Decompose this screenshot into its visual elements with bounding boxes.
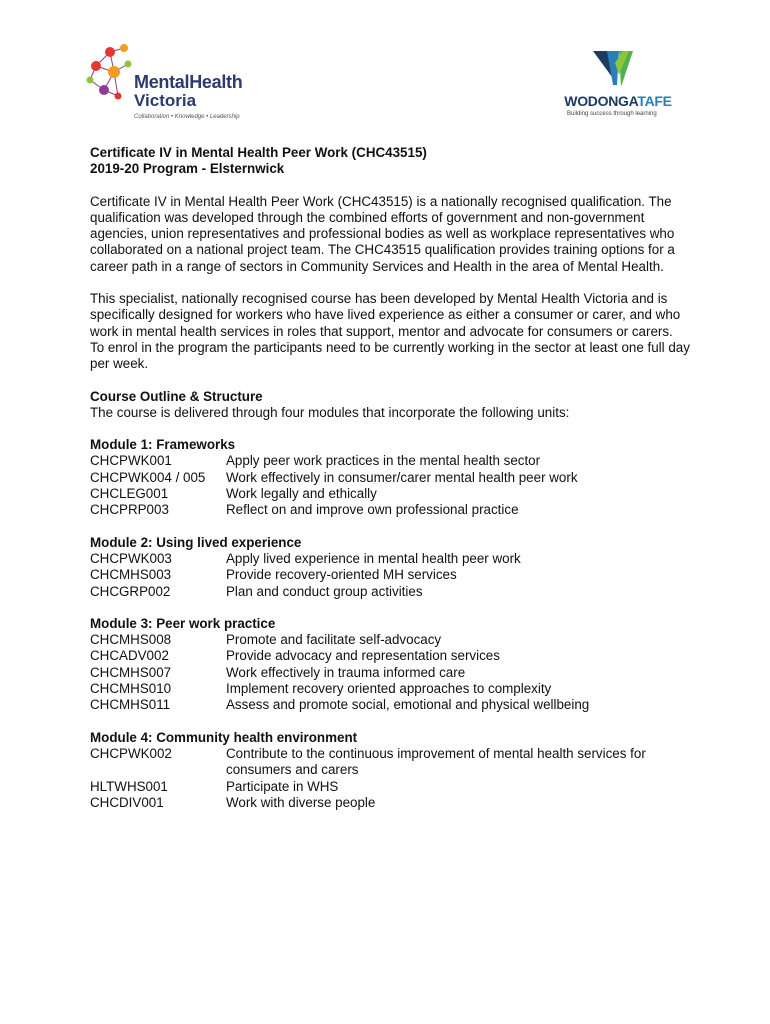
- unit-code: CHCMHS011: [90, 697, 171, 713]
- unit-row: [90, 584, 690, 600]
- logo-tagline-tafe: Building success through learning: [567, 111, 657, 117]
- unit-code: CHCMHS008: [90, 632, 172, 648]
- module-title: Module 4: Community health environment: [90, 729, 358, 745]
- unit-row: [90, 795, 690, 811]
- unit-row: [90, 681, 690, 697]
- unit-code: CHCADV002: [90, 648, 169, 664]
- module-4: [90, 730, 690, 811]
- unit-description: Work legally and ethically: [226, 486, 377, 502]
- outline-heading: Course Outline & Structure: [90, 388, 263, 404]
- logo-text-wodonga-tafe: [553, 93, 683, 109]
- module-3: [90, 616, 690, 714]
- unit-description: Implement recovery oriented approaches to complexity: [226, 681, 552, 697]
- unit-row: [90, 746, 690, 779]
- logo-text-tafe: TAFE: [637, 93, 672, 109]
- unit-code: CHCGRP002: [90, 583, 171, 599]
- document-title: Certificate IV in Mental Health Peer Work (CHC43515): [90, 145, 427, 160]
- logo-text-wodonga: WODONGA: [564, 93, 638, 109]
- unit-code: CHCMHS003: [90, 567, 172, 583]
- logo-text-mentalhealth: MentalHealth: [134, 72, 243, 92]
- unit-code: CHCDIV001: [90, 794, 164, 810]
- unit-code: CHCPRP003: [90, 502, 169, 518]
- unit-code: CHCMHS010: [90, 681, 172, 697]
- unit-row: [90, 551, 690, 567]
- module-2: [90, 535, 690, 600]
- logo-tagline: Collaboration • Knowledge • Leadership: [134, 114, 240, 120]
- module-title: Module 2: Using lived experience: [90, 534, 302, 550]
- unit-description: Provide advocacy and representation services: [226, 648, 500, 664]
- unit-description: Apply peer work practices in the mental health sector: [226, 453, 541, 469]
- unit-description: Work effectively in consumer/carer mental health peer work: [226, 469, 578, 485]
- unit-row: [90, 632, 690, 648]
- unit-description: Assess and promote social, emotional and physical wellbeing: [226, 697, 590, 713]
- unit-description: Reflect on and improve own professional practice: [226, 502, 519, 518]
- unit-description: Promote and facilitate self-advocacy: [226, 632, 442, 648]
- document-subtitle: 2019-20 Program - Elsternwick: [90, 161, 285, 177]
- unit-description: Apply lived experience in mental health peer work: [226, 550, 521, 566]
- wodonga-tafe-logo: [553, 47, 683, 123]
- unit-code: CHCMHS007: [90, 664, 172, 680]
- outline-intro: The course is delivered through four modules that incorporate the following units:: [90, 404, 570, 420]
- unit-description: Work with diverse people: [226, 794, 376, 810]
- intro-paragraph: Certificate IV in Mental Health Peer Work (CHC43515) is a nationally recognised qualification. The qualification was developed through the combined efforts of government and non-government agencies, union representatives and professional bodies as well as workplace representatives who collaborated on a national project team. The CHC43515 qualification provides training options for a career path in a range of sectors in Community Services and Health in the area of Mental Health.: [90, 193, 675, 274]
- unit-code: HLTWHS001: [90, 778, 168, 794]
- wodonga-w-icon: [553, 47, 683, 91]
- network-dots-icon: [84, 40, 134, 110]
- module-title: Module 3: Peer work practice: [90, 615, 276, 631]
- unit-code: CHCPWK002: [90, 745, 172, 761]
- unit-row: [90, 648, 690, 664]
- unit-row: [90, 453, 690, 469]
- unit-code: CHCPWK001: [90, 453, 172, 469]
- unit-row: [90, 470, 690, 486]
- specialist-paragraph: This specialist, nationally recognised course has been developed by Mental Health Victoria and is specifically designed for workers who have lived experience as either a consumer or carer, and who work in mental health services in roles that support, mentor and advocate for consumers or carers. To enrol in the program the participants need to be currently working in the sector at least one full day per week.: [90, 291, 690, 372]
- unit-description: Work effectively in trauma informed care: [226, 664, 466, 680]
- unit-row: [90, 486, 690, 502]
- module-1: [90, 437, 690, 518]
- unit-row: [90, 502, 690, 518]
- unit-description: Contribute to the continuous improvement of mental health services for consumers and carers: [226, 745, 646, 778]
- unit-row: [90, 665, 690, 681]
- mental-health-victoria-logo: [84, 40, 259, 128]
- unit-description: Plan and conduct group activities: [226, 583, 423, 599]
- unit-code: CHCLEG001: [90, 486, 169, 502]
- unit-row: [90, 567, 690, 583]
- unit-code: CHCPWK004 / 005: [90, 469, 206, 485]
- module-title: Module 1: Frameworks: [90, 437, 236, 453]
- unit-row: [90, 697, 690, 713]
- unit-description: Participate in WHS: [226, 778, 339, 794]
- logo-text-victoria: Victoria: [134, 91, 197, 110]
- unit-code: CHCPWK003: [90, 550, 172, 566]
- unit-description: Provide recovery-oriented MH services: [226, 567, 457, 583]
- unit-row: [90, 779, 690, 795]
- document-body: [90, 145, 690, 811]
